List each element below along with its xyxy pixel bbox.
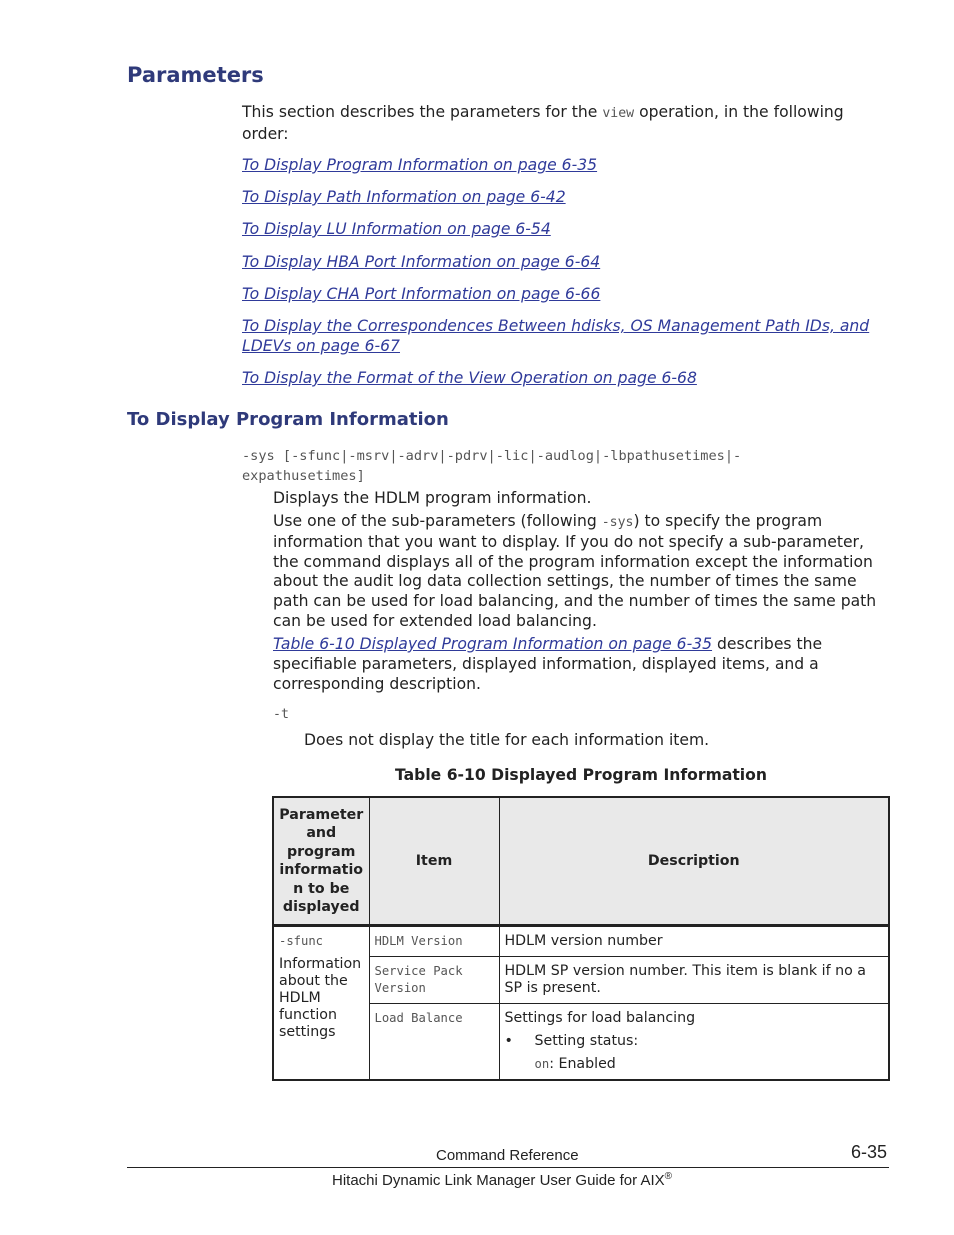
header-description: Description bbox=[499, 797, 889, 926]
table-row bbox=[273, 926, 889, 957]
table-header-row bbox=[273, 797, 889, 926]
param-cell bbox=[273, 926, 369, 1081]
desc-cell: HDLM SP version number. This item is blank if no a SP is present. bbox=[499, 957, 889, 1004]
link-program-info[interactable]: To Display Program Information on page 6-35 bbox=[242, 156, 598, 174]
param-code: -sfunc bbox=[279, 934, 324, 948]
item-cell bbox=[369, 1004, 499, 1081]
header-parameter: Parameter and program informatio n to be displayed bbox=[273, 797, 369, 926]
item-load-balance: Load Balance bbox=[374, 1011, 463, 1025]
desc-table-ref-after: describes the specifiable parameters, displayed information, displayed items, and a corresponding description. bbox=[273, 635, 823, 693]
desc-table-ref bbox=[273, 635, 893, 694]
item-hdlm-version: HDLM Version bbox=[374, 934, 463, 948]
link-hba-port-info[interactable]: To Display HBA Port Information on page 6-64 bbox=[242, 253, 601, 271]
option-t-desc: Does not display the title for each information item. bbox=[304, 731, 710, 749]
intro-paragraph bbox=[242, 102, 892, 144]
footer-title-sup: ® bbox=[664, 1171, 673, 1182]
desc-subparams-code: -sys bbox=[601, 515, 634, 530]
option-t: -t bbox=[273, 707, 289, 722]
desc-displays: Displays the HDLM program information. bbox=[273, 489, 592, 507]
footer-chapter: Command Reference bbox=[436, 1147, 579, 1164]
table-caption: Table 6-10 Displayed Program Information bbox=[395, 766, 767, 784]
desc-subparams bbox=[273, 512, 893, 632]
syntax-line: -sys [-sfunc|-msrv|-adrv|-pdrv|-lic|-audlog|-lbpathusetimes|-expathusetimes] bbox=[242, 448, 742, 484]
link-view-format[interactable]: To Display the Format of the View Operation on page 6-68 bbox=[242, 369, 697, 387]
item-cell bbox=[369, 957, 499, 1004]
section-heading: Parameters bbox=[127, 63, 264, 87]
desc-subparams-after: ) to specify the program information that you want to display. If you do not specify a sub-parameter, the command displays all of the program information except the information about the audit log data collection settings, the number of times the same path can be used for load balancing, and the number of times the same path can be used for extended load balancing. bbox=[273, 512, 877, 630]
bullet-value bbox=[535, 1056, 884, 1073]
desc-load-balance: Settings for load balancing bbox=[504, 1010, 696, 1026]
desc-cell: HDLM version number bbox=[499, 926, 889, 957]
link-cha-port-info[interactable]: To Display CHA Port Information on page 6-66 bbox=[242, 285, 601, 303]
item-cell bbox=[369, 926, 499, 957]
link-path-info[interactable]: To Display Path Information on page 6-42 bbox=[242, 188, 566, 206]
intro-text-after: operation, in the following order: bbox=[242, 103, 844, 143]
intro-code: view bbox=[602, 106, 635, 121]
link-table-6-10[interactable]: Table 6-10 Displayed Program Information on page 6-35 bbox=[273, 635, 713, 653]
bullet-icon: • bbox=[504, 1033, 513, 1049]
param-desc: Information about the HDLM function settings bbox=[279, 956, 362, 1040]
subsection-heading: To Display Program Information bbox=[127, 409, 449, 430]
intro-text-before: This section describes the parameters for the bbox=[242, 103, 603, 121]
bullet-value-code: on bbox=[534, 1057, 550, 1071]
bullet-value-text: : Enabled bbox=[549, 1056, 616, 1072]
link-lu-info[interactable]: To Display LU Information on page 6-54 bbox=[242, 220, 551, 238]
item-service-pack: Service Pack Version bbox=[374, 964, 463, 995]
desc-cell bbox=[499, 1004, 889, 1081]
footer-title-text: Hitachi Dynamic Link Manager User Guide for AIX bbox=[332, 1172, 665, 1189]
bullet-item bbox=[505, 1033, 884, 1050]
header-item: Item bbox=[369, 797, 499, 926]
desc-subparams-before: Use one of the sub-parameters (following bbox=[273, 512, 602, 530]
footer-page-number: 6-35 bbox=[851, 1142, 888, 1162]
link-correspondences[interactable]: To Display the Correspondences Between hdisks, OS Management Path IDs, and LDEVs on page 6-67 bbox=[242, 317, 870, 355]
footer-title bbox=[332, 1171, 672, 1189]
footer-divider bbox=[127, 1167, 889, 1168]
bullet-text: Setting status: bbox=[534, 1033, 639, 1049]
program-info-table bbox=[272, 796, 890, 1081]
